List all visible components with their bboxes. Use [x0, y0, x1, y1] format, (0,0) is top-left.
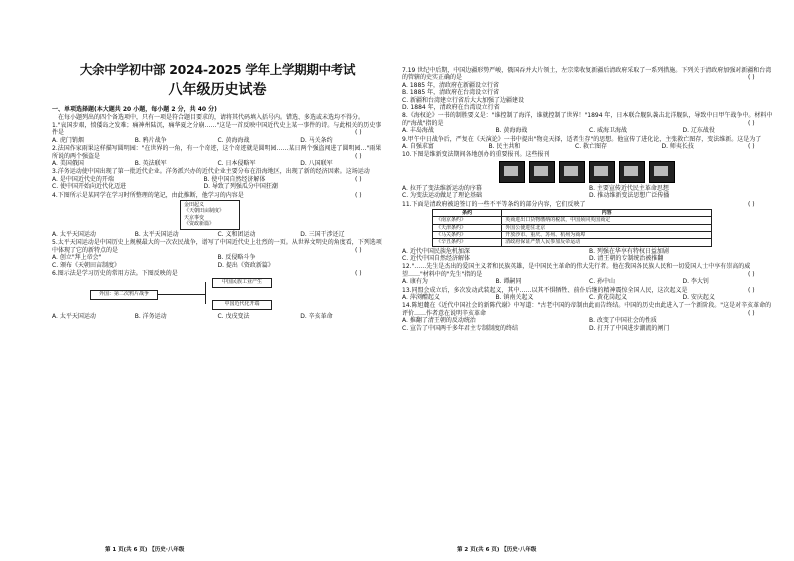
question-8-options: [402, 127, 776, 134]
option-c[interactable]: C. 为变法运动做足了理论基础: [402, 192, 483, 200]
option-c[interactable]: C. 宣告了中国两千多年君主专制制度的终结: [402, 324, 519, 332]
question-stem: 9.甲午中日战争后，严复在《天演论》一书中提出"物竞天择，适者生存"的思想。他宣传了进化论，主张救亡图存，变法维新。这是为了: [402, 135, 762, 143]
option-d[interactable]: D. 马关条约: [300, 136, 333, 144]
option-d[interactable]: D. 辛亥革命: [300, 313, 333, 321]
section-instructions: 在每小题列出的四个备选项中，只有一项是符合题目要求的，请将其代码填入括号内。错选、多选或未选均不得分。: [58, 113, 365, 121]
option-b[interactable]: B. 主要宣传近代民主革命思想: [589, 184, 669, 192]
option-c[interactable]: C. 救亡图存: [575, 143, 608, 151]
option-b[interactable]: B. 镇南关起义: [495, 294, 534, 302]
option-a[interactable]: A. 是中国近代史的开端: [52, 175, 114, 183]
option-d[interactable]: D. 李大钊: [682, 278, 709, 286]
option-c[interactable]: C. 新疆和台湾建立行省后大大加强了边疆建设: [402, 96, 525, 104]
answer-paren[interactable]: ( ): [355, 129, 362, 137]
question-2: [52, 145, 383, 160]
option-d[interactable]: D. 导致了列强瓜分中国狂潮: [203, 183, 278, 191]
note-line: 《资政新篇》: [184, 221, 215, 228]
option-a[interactable]: A. 虎门销烟: [52, 136, 84, 144]
diagram-right-bottom: 中国近代化开端: [212, 300, 272, 310]
answer-paren[interactable]: ( ): [355, 270, 362, 277]
page-footer-right: 第 2 页(共 6 页) 【历史·八年级: [457, 547, 537, 553]
question-12-options: [402, 278, 776, 285]
option-a[interactable]: A. 康有为: [402, 278, 428, 286]
table-cell: 英商进出口货物缴纳的税款，中国须同英国商定: [502, 217, 712, 224]
question-1-options: [52, 137, 383, 144]
question-stem: 4.下图所示是某同学在学习时所整理的笔记，由此推断，他学习的内容是: [52, 191, 244, 199]
option-d[interactable]: D. 师夷长技: [661, 143, 694, 151]
table-header-row: [433, 210, 712, 217]
option-a[interactable]: A. 1885 年，清政府在新疆设立行省: [402, 81, 499, 89]
question-stem: 14.陈旭麓在《近代中国社会的新陈代谢》中写道："古老中国的帝制由此而告终结。中国的历史由此进入了一个新阶段。"这是对辛亥革命的评价……作者意在说明辛亥革命: [402, 302, 772, 317]
question-stem: 5.太平天国运动是中国历史上规模最大的一次农民战争，谱写了中国近代史上壮烈的一页。从世界文明史的角度看，下列选项中体现了它的新特点的是: [52, 239, 382, 254]
option-b[interactable]: B. 黄海海战: [495, 127, 528, 135]
answer-paren[interactable]: ( ): [355, 191, 362, 199]
table-row: [433, 239, 712, 246]
question-2-options: [52, 160, 383, 167]
exam-subtitle: 八年级历史试卷: [168, 82, 267, 98]
question-6: [52, 270, 383, 277]
note-line: 天京事变: [184, 214, 205, 221]
answer-paren[interactable]: ( ): [355, 246, 362, 254]
question-7-options: [402, 82, 776, 112]
newspaper-image: [619, 161, 645, 183]
option-b[interactable]: B. 洋务运动: [134, 313, 167, 321]
newspaper-image: [529, 161, 555, 183]
table-header: 条约: [433, 210, 502, 217]
question-stem: 8.《海权论》一书的制胜要义是："谁控制了海洋，谁就控制了世界！"1894 年，日本联合舰队袭击北洋舰队，导致中日甲午战争中。材料中的"海战"指的是: [402, 112, 773, 127]
answer-paren[interactable]: ( ): [748, 309, 755, 317]
answer-paren[interactable]: ( ): [748, 286, 755, 294]
question-4-options: [52, 231, 383, 238]
answer-paren[interactable]: ( ): [748, 143, 755, 151]
table-row: [433, 224, 712, 231]
option-a[interactable]: A. 拉开了变法维新运动的序幕: [402, 184, 482, 192]
table-row: [433, 217, 712, 224]
diagram-left-box: 外国：第二次鸦片战争: [90, 290, 158, 300]
question-12: [402, 263, 776, 278]
option-d[interactable]: D. 清王朝的专制统治被推翻: [589, 254, 664, 262]
option-c[interactable]: C. 黄海海战: [217, 136, 250, 144]
newspaper-image: [589, 161, 615, 183]
table-cell: 《南京条约》: [433, 217, 502, 224]
table-cell: 清政府保证严禁人民参加反帝运动: [502, 239, 712, 246]
question-stem: 6.图示法是学习历史的常用方法。下图反映的是: [52, 270, 178, 277]
question-stem: 11.下面是清政府被迫签订的一些不平等条约的部分内容，它们反映了: [402, 200, 586, 208]
question-6-options: [52, 313, 383, 320]
option-d[interactable]: D. 辽东战役: [682, 127, 715, 135]
exam-title: 大余中学初中部 2024-2025 学年上学期期中考试: [79, 62, 356, 77]
option-d[interactable]: D. 三国干涉还辽: [300, 230, 345, 238]
flow-diagram: [52, 278, 383, 312]
option-a[interactable]: A. 太平天国运动: [52, 313, 96, 321]
question-7: [402, 67, 776, 82]
option-b[interactable]: B. 1885 年，清政府在台湾设立行省: [402, 89, 500, 97]
table-cell: 外国公使进驻北京: [502, 224, 712, 231]
question-11: [402, 201, 776, 208]
option-a[interactable]: A. 丰岛海战: [402, 127, 434, 135]
option-b[interactable]: B. 英法联军: [134, 159, 167, 167]
question-stem: 7.19 世纪中后期，中国边疆形势严峻，俄国吞并大片领土，左宗棠收复新疆后清政府采取了一系列措施。下列关于清政府加强对新疆和台湾的管辖的史实正确的是: [402, 67, 772, 82]
option-b[interactable]: B. 谭嗣同: [495, 278, 522, 286]
option-c[interactable]: C. 近代中国自然经济解体: [402, 254, 471, 262]
option-c[interactable]: C. 威海卫海战: [589, 127, 628, 135]
option-a[interactable]: A. 太平天国运动: [52, 230, 96, 238]
section-heading: 一、单项选择题(本大题共 20 小题，每小题 2 分，共 40 分): [52, 106, 217, 113]
table-cell: 《马关条约》: [433, 231, 502, 238]
question-13: [402, 287, 776, 294]
option-b[interactable]: B. 列强在华享有特权日益加剧: [589, 247, 669, 255]
table-header: 内容: [502, 210, 712, 217]
option-d[interactable]: D. 安庆起义: [682, 294, 715, 302]
treaty-table: [432, 209, 712, 246]
option-a[interactable]: A. 自强求富: [402, 143, 434, 151]
question-13-options: [402, 294, 776, 301]
question-1: [52, 122, 383, 137]
question-stem: 10.下图是维新变法期间各地创办的重要报刊。这些报刊: [402, 151, 550, 159]
table-row: [433, 231, 712, 238]
question-stem-cont: 中国近代史上某一事件的诗。与此相关的历史事件是: [52, 121, 382, 137]
option-b[interactable]: B. 民主共和: [488, 143, 521, 151]
question-stem: 13.同盟会成立后，多次发动武装起义，其中……以其不惧牺牲、前仆后继的精神震惊全国人民，这次起义是: [402, 286, 688, 294]
option-c[interactable]: C. 义和团运动: [217, 230, 256, 238]
option-c[interactable]: C. 日本侵略军: [217, 159, 256, 167]
question-stem: 12."……先生是杰出的爱国主义者和民族英雄，是中国民主革命的伟大先行者。他在我国各民族人民和一切爱国人士中享有崇高的威望……"材料中的"先生"指的是: [402, 263, 751, 278]
question-14: [402, 302, 776, 317]
newspaper-image: [499, 161, 525, 183]
option-c[interactable]: C. 使中国开始向近代化迈进: [52, 183, 127, 191]
diagram-right-top: 中国民族工业产生: [212, 278, 272, 288]
option-b[interactable]: B. 鸦片战争: [134, 136, 167, 144]
option-b[interactable]: B. 太平天国运动: [134, 230, 179, 238]
question-5-options: [52, 254, 383, 269]
option-a[interactable]: A. 推翻了清王朝的反动统治: [402, 317, 476, 325]
page-footer-left: 第 1 页(共 6 页) 【历史·八年级: [105, 547, 185, 553]
option-a[interactable]: A. 萍浏醴起义: [402, 294, 440, 302]
option-b[interactable]: B. 改变了中国社会的性质: [589, 317, 657, 325]
question-10-options: [402, 185, 776, 200]
question-4: [52, 192, 383, 199]
diagram-bracket: [205, 282, 206, 304]
diagram-connector: [157, 294, 205, 295]
answer-paren[interactable]: ( ): [748, 270, 755, 278]
answer-paren[interactable]: ( ): [748, 119, 755, 127]
question-8: [402, 112, 776, 127]
note-line: 金田起义: [184, 201, 205, 208]
option-d[interactable]: D. 提出《资政新篇》: [217, 261, 274, 269]
newspaper-image: [559, 161, 585, 183]
newspaper-images: [402, 161, 776, 183]
newspaper-image: [649, 161, 675, 183]
option-c[interactable]: C. 戊戌变法: [217, 313, 250, 321]
option-d[interactable]: D. 八国联军: [300, 159, 333, 167]
question-stem: 1."哀国步艰，愤倭岛之发难；痛神州陆沉，痛华夏之分崩……"这是一首反映: [52, 121, 256, 129]
answer-paren[interactable]: ( ): [355, 152, 362, 160]
question-14-options: [402, 317, 776, 332]
table-cell: 《辛丑条约》: [433, 239, 502, 246]
question-stem: 2.法国作家雨果这样描写圆明园："在世界的一角，有一个奇迹，这个奇迹就是圆明园……某日两个强盗闯进了圆明园…"雨果所说的两个强盗是: [52, 145, 382, 160]
page-right: [397, 0, 794, 561]
answer-paren[interactable]: ( ): [748, 200, 755, 208]
note-line: 《天朝田亩制度》: [184, 208, 225, 215]
question-11-options: [402, 248, 776, 263]
study-notes-box: [180, 200, 240, 230]
table-cell: 《天津条约》: [433, 224, 502, 231]
question-10: [402, 151, 776, 158]
option-d[interactable]: D. 推动维新变法思想广泛传播: [589, 192, 670, 200]
answer-paren[interactable]: ( ): [748, 74, 755, 82]
option-c[interactable]: C. 黄花岗起义: [589, 294, 628, 302]
option-d[interactable]: D. 1884 年，清政府在台湾设立行省: [402, 104, 500, 112]
option-c[interactable]: C. 孙中山: [589, 278, 616, 286]
option-c[interactable]: C. 颁布《天朝田亩制度》: [52, 261, 121, 269]
question-3-options: [52, 176, 355, 191]
option-d[interactable]: D. 打开了中国进步潮流的闸门: [589, 324, 670, 332]
option-a[interactable]: A. 美国俄国: [52, 159, 84, 167]
answer-paren[interactable]: ( ): [355, 175, 362, 183]
question-5: [52, 239, 383, 254]
option-a[interactable]: A. 创立"拜上帝会": [52, 254, 102, 262]
question-stem: 3.洋务运动使中国出现了第一批近代企业。洋务派兴办的近代企业主要分布在沿海地区，出现了新的经济因素。这场运动: [52, 168, 370, 176]
question-9-options: [402, 143, 748, 150]
table-cell: 开放沙市、重庆、苏州、杭州为商埠: [502, 231, 712, 238]
option-b[interactable]: B. 使中国自然经济解体: [203, 175, 266, 183]
option-a[interactable]: A. 近代中国民族危机加深: [402, 247, 470, 255]
option-b[interactable]: B. 反侵略斗争: [217, 254, 256, 262]
